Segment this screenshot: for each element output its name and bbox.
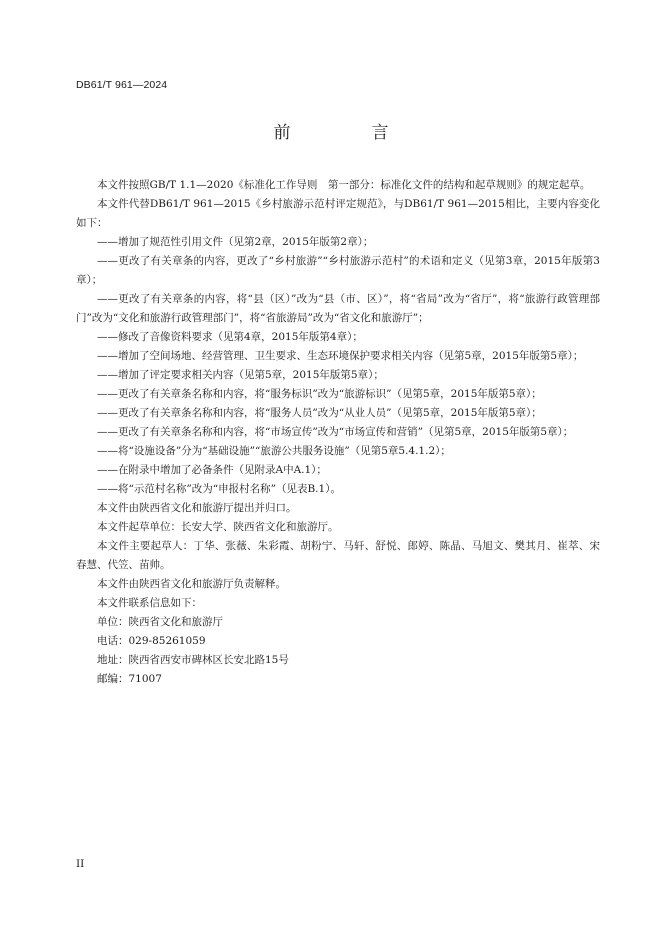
contact-phone: 电话：029-85261059: [97, 635, 206, 647]
paragraph: 本文件由陕西省文化和旅游厅负责解释。: [97, 578, 286, 590]
page-number: II: [76, 858, 85, 870]
list-item: ——将“设施设备”分为“基础设施”“旅游公共服务设施”（见第5章5.4.1.2）；: [97, 445, 451, 457]
list-item: ——更改了有关章条名称和内容，将“服务标识”改为“旅游标识”（见第5章，2015年版第5章）；: [97, 388, 542, 400]
paragraph: 本文件由陕西省文化和旅游厅提出并归口。: [97, 502, 297, 514]
list-item: ——增加了评定要求相关内容（见第5章，2015年版第5章）；: [97, 369, 384, 381]
list-item: ——修改了音像资料要求（见第4章，2015年版第4章）；: [97, 331, 363, 343]
document-id: DB61/T 961—2024: [76, 79, 168, 91]
paragraph: 本文件起草单位：长安大学、陕西省文化和旅游厅。: [97, 521, 339, 533]
paragraph: 本文件代替DB61/T 961—2015《乡村旅游示范村评定规范》，与DB61/T 961—2015相比，主要内容变化如下：: [76, 198, 600, 229]
list-item: ——增加了空间场地、经营管理、卫生要求、生态环境保护要求相关内容（见第5章，2015年版第5章）；: [97, 350, 584, 362]
list-item: ——更改了有关章条的内容，将“县（区）”改为“县（市、区）”，将“省局”改为“省厅”，将“旅游行政管理部门”改为“文化和旅游行政管理部门”，将“省旅游局”改为“省文化和旅游厅”；: [76, 293, 600, 324]
contact-unit: 单位：陕西省文化和旅游厅: [97, 616, 223, 628]
list-item: ——更改了有关章条名称和内容，将“服务人员”改为“从业人员”（见第5章，2015年版第5章）；: [97, 407, 542, 419]
list-item: ——更改了有关章条名称和内容，将“市场宣传”改为“市场宣传和营销”（见第5章，2015年版第5章）；: [97, 426, 574, 438]
contact-postcode: 邮编：71007: [97, 673, 162, 685]
list-item: ——在附录中增加了必备条件（见附录A中A.1）；: [97, 464, 327, 476]
page-title: 前 言: [273, 123, 421, 143]
list-item: ——更改了有关章条的内容，更改了“乡村旅游”“乡村旅游示范村”的术语和定义（见第3章，2015年版第3章）；: [76, 255, 600, 286]
foreword-body: [76, 176, 600, 689]
list-item: ——将“示范村名称”改为“申报村名称”（见表B.1）。: [97, 483, 341, 495]
paragraph: 本文件按照GB/T 1.1—2020《标准化工作导则 第一部分：标准化文件的结构和起草规则》的规定起草。: [97, 179, 591, 191]
paragraph: 本文件联系信息如下：: [97, 597, 202, 609]
contact-address: 地址：陕西省西安市碑林区长安北路15号: [97, 654, 289, 666]
list-item: ——增加了规范性引用文件（见第2章，2015年版第2章）；: [97, 236, 374, 248]
paragraph: 本文件主要起草人：丁华、张薇、朱彩霞、胡粉宁、马轩、舒悦、郎婷、陈晶、马旭文、樊其月、崔萃、宋春慧、代笠、苗帅。: [76, 540, 600, 571]
